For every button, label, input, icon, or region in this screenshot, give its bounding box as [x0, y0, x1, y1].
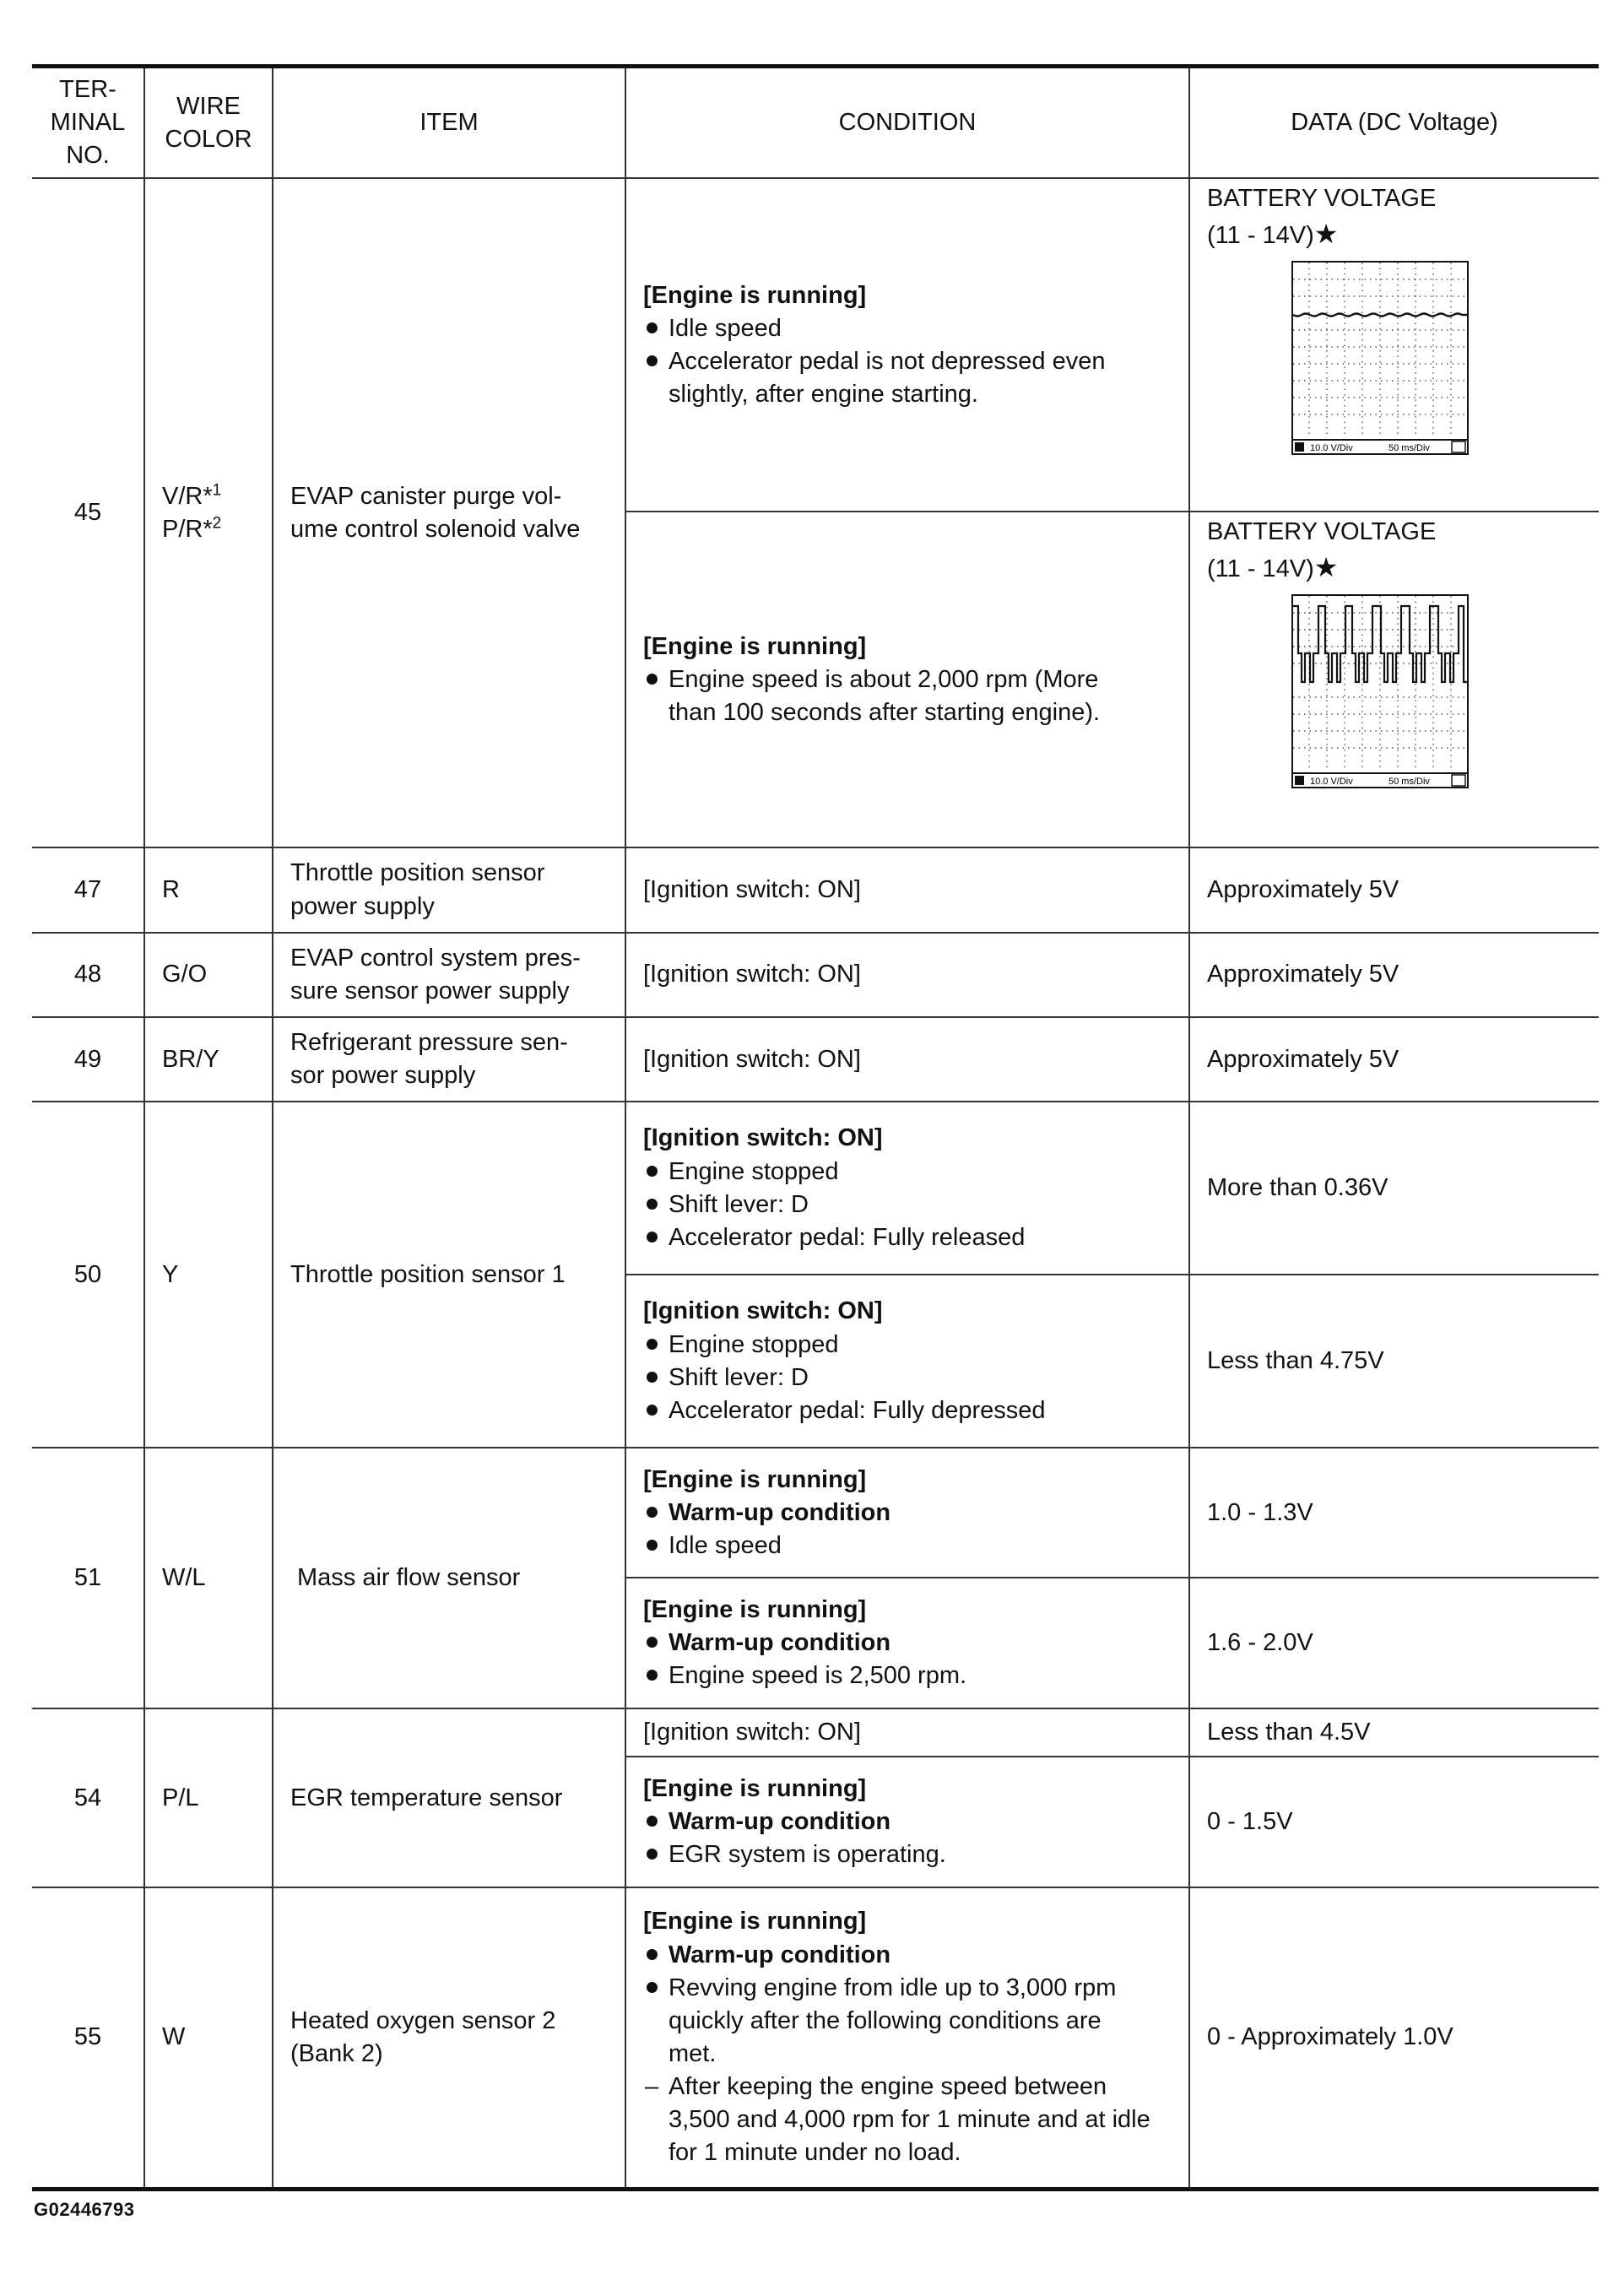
condition-cell: [625, 1757, 1189, 1887]
wire-color: BR/Y: [144, 1017, 273, 1102]
wire-color: P/L: [144, 1708, 273, 1887]
condition-cell: [625, 1578, 1189, 1708]
data-cell: [1189, 178, 1599, 512]
condition-cell: [625, 1102, 1189, 1275]
condition-bullet: Engine stopped: [643, 1156, 1172, 1188]
footnote-1: 1: [212, 481, 222, 500]
item-line: Refrigerant pressure sen-: [290, 1028, 568, 1056]
data-cell: 1.0 - 1.3V: [1189, 1448, 1599, 1578]
data-text: BATTERY VOLTAGE: [1207, 518, 1437, 546]
condition-bullet: Shift lever: D: [643, 1188, 1172, 1221]
figure-code: G02446793: [34, 2199, 135, 2220]
header-row: [32, 67, 1599, 179]
data-cell: Approximately 5V: [1189, 1017, 1599, 1102]
item-line: (Bank 2): [290, 2040, 383, 2068]
wire-color: [144, 178, 273, 847]
condition-bullet: Warm-up condition: [643, 1806, 1172, 1838]
terminal-no: 49: [32, 1017, 144, 1102]
condition-title: [Engine is running]: [643, 1908, 867, 1936]
item-name: [273, 178, 625, 847]
condition-cell: [Ignition switch: ON]: [625, 847, 1189, 932]
item-name: [273, 847, 625, 932]
bullet-line: quickly after the following conditions are: [669, 2006, 1102, 2034]
data-cell: 0 - Approximately 1.0V: [1189, 1887, 1599, 2189]
wire-color-option: P/R*$^2$: [162, 514, 222, 543]
wire-color: W: [144, 1887, 273, 2189]
table-row: [32, 847, 1599, 932]
condition-title: [Ignition switch: ON]: [643, 1297, 883, 1325]
wire-color: Y: [144, 1102, 273, 1448]
condition-bullet: Idle speed: [643, 312, 1172, 345]
header-condition: CONDITION: [625, 67, 1189, 179]
item-line: power supply: [290, 892, 435, 920]
condition-title: [Engine is running]: [643, 632, 867, 660]
wire-color: W/L: [144, 1448, 273, 1708]
terminal-no: 55: [32, 1887, 144, 2189]
table-row: [32, 1708, 1599, 1757]
condition-cell: [625, 512, 1189, 847]
data-cell: 1.6 - 2.0V: [1189, 1578, 1599, 1708]
terminal-no: 47: [32, 847, 144, 932]
terminal-no: 54: [32, 1708, 144, 1887]
subitem-line: – After keeping the engine speed between: [669, 2073, 1107, 2101]
data-cell: Less than 4.75V: [1189, 1275, 1599, 1448]
scope-volt-div: 10.0 V/Div: [1310, 442, 1353, 453]
data-cell: Approximately 5V: [1189, 847, 1599, 932]
condition-bullet: Accelerator pedal: Fully depressed: [643, 1394, 1172, 1427]
condition-cell: [625, 1448, 1189, 1578]
item-name: Throttle position sensor 1: [273, 1102, 625, 1448]
wire-color: G/O: [144, 933, 273, 1017]
subitem-line: 3,500 and 4,000 rpm for 1 minute and at idle: [669, 2106, 1150, 2134]
footnote-2: 2: [212, 514, 222, 533]
header-terminal-no: [32, 67, 144, 179]
oscilloscope-waveform-2000rpm: [1291, 594, 1469, 788]
condition-title: [Ignition switch: ON]: [643, 1124, 883, 1152]
data-text: BATTERY VOLTAGE: [1207, 185, 1437, 213]
scope-time-div: 50 ms/Div: [1389, 776, 1430, 787]
header-terminal-line: NO.: [66, 142, 110, 170]
star-icon: ★: [1313, 551, 1339, 582]
condition-bullet: Warm-up condition: [643, 1497, 1172, 1530]
condition-cell: [Ignition switch: ON]: [625, 1708, 1189, 1757]
scope-time-div: 50 ms/Div: [1389, 442, 1430, 453]
oscilloscope-waveform-idle: [1291, 261, 1469, 455]
bullet-line: Revving engine from idle up to 3,000 rpm: [669, 1974, 1117, 2001]
bullet-line: Engine speed is about 2,000 rpm (More: [669, 665, 1099, 693]
table-row: [32, 1017, 1599, 1102]
condition-title: [Engine is running]: [643, 1775, 867, 1803]
scope-volt-div: 10.0 V/Div: [1310, 776, 1353, 787]
terminal-no: 50: [32, 1102, 144, 1448]
item-name: [273, 1887, 625, 2189]
data-cell: More than 0.36V: [1189, 1102, 1599, 1275]
terminal-no: 45: [32, 178, 144, 847]
table-row: [32, 933, 1599, 1017]
header-data: DATA (DC Voltage): [1189, 67, 1599, 179]
star-icon: ★: [1313, 218, 1339, 249]
bullet-line: slightly, after engine starting.: [669, 381, 978, 409]
table-row: [32, 1887, 1599, 2189]
data-cell: 0 - 1.5V: [1189, 1757, 1599, 1887]
data-text: (11 - 14V)★: [1207, 218, 1339, 249]
condition-cell: [625, 1887, 1189, 2189]
data-text: (11 - 14V)★: [1207, 551, 1339, 582]
table-row: [32, 1448, 1599, 1578]
condition-bullet: [643, 345, 1172, 411]
data-cell: [1189, 512, 1599, 847]
item-line: Throttle position sensor: [290, 859, 545, 887]
item-line: sure sensor power supply: [290, 977, 570, 1004]
wire-color-option: V/R*$^1$: [162, 481, 222, 510]
data-cell: Approximately 5V: [1189, 933, 1599, 1017]
bullet-line: met.: [669, 2040, 717, 2068]
item-name: EGR temperature sensor: [273, 1708, 625, 1887]
item-line: EVAP canister purge vol-: [290, 482, 562, 510]
condition-bullet: Idle speed: [643, 1530, 1172, 1562]
bullet-line: than 100 seconds after starting engine).: [669, 698, 1101, 726]
data-cell: Less than 4.5V: [1189, 1708, 1599, 1757]
condition-bullet: EGR system is operating.: [643, 1838, 1172, 1871]
condition-cell: [Ignition switch: ON]: [625, 933, 1189, 1017]
header-terminal-line: TER-: [59, 76, 116, 103]
table-row: [32, 1102, 1599, 1275]
condition-bullet: Warm-up condition: [643, 1939, 1172, 1972]
table-row: [32, 178, 1599, 512]
item-line: sor power supply: [290, 1062, 476, 1090]
header-wire-line: WIRE: [176, 92, 241, 120]
condition-cell: [625, 178, 1189, 512]
condition-bullet: Engine stopped: [643, 1329, 1172, 1362]
bullet-line: Accelerator pedal is not depressed even: [669, 347, 1106, 375]
item-name: Mass air flow sensor: [273, 1448, 625, 1708]
item-name: [273, 933, 625, 1017]
condition-bullet: Engine speed is 2,500 rpm.: [643, 1659, 1172, 1692]
condition-title: [Engine is running]: [643, 1596, 867, 1624]
condition-bullet: Shift lever: D: [643, 1362, 1172, 1394]
terminal-no: 48: [32, 933, 144, 1017]
condition-title: [Engine is running]: [643, 281, 867, 309]
item-name: [273, 1017, 625, 1102]
scope-run-icon: [1295, 442, 1304, 452]
wire-color: R: [144, 847, 273, 932]
condition-bullet: [643, 1972, 1172, 2071]
condition-bullet: Accelerator pedal: Fully released: [643, 1221, 1172, 1254]
header-wire-color: [144, 67, 273, 179]
item-line: EVAP control system pres-: [290, 944, 581, 972]
subitem-line: for 1 minute under no load.: [669, 2139, 961, 2167]
scope-run-icon: [1295, 776, 1304, 785]
item-line: ume control solenoid valve: [290, 515, 581, 543]
condition-bullet: [643, 663, 1172, 729]
condition-bullet: Warm-up condition: [643, 1627, 1172, 1659]
terminal-no: 51: [32, 1448, 144, 1708]
terminal-data-table: [32, 64, 1599, 2191]
item-line: Heated oxygen sensor 2: [290, 2006, 556, 2034]
condition-subitem: [643, 2071, 1172, 2169]
condition-title: [Engine is running]: [643, 1465, 867, 1493]
header-terminal-line: MINAL: [50, 109, 126, 137]
header-wire-line: COLOR: [165, 125, 252, 153]
condition-cell: [625, 1275, 1189, 1448]
condition-cell: [Ignition switch: ON]: [625, 1017, 1189, 1102]
header-item: ITEM: [273, 67, 625, 179]
